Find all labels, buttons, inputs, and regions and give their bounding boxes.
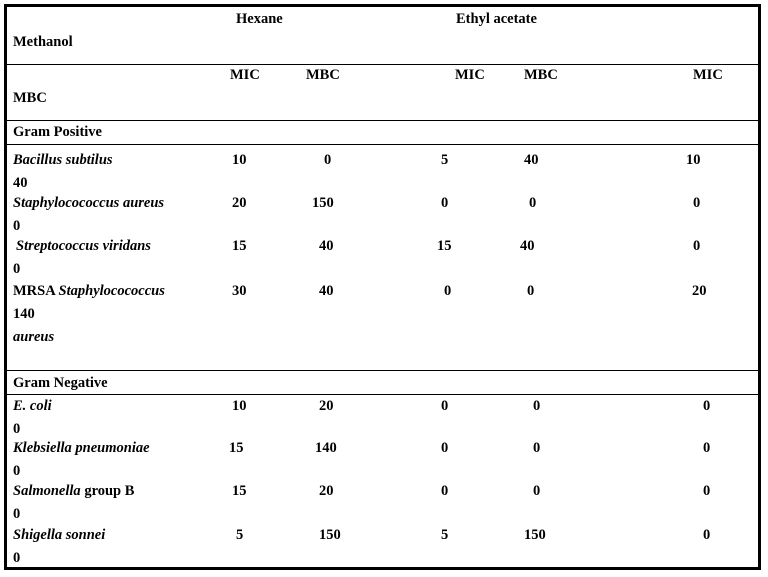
me-mbc-value: 0 bbox=[13, 463, 21, 479]
hexane-mbc-value: 150 bbox=[312, 195, 334, 211]
ea-mic-value: 0 bbox=[444, 283, 452, 299]
section-gram-negative: Gram Negative bbox=[13, 375, 108, 391]
hexane-mic-value: 20 bbox=[232, 195, 247, 211]
me-mic-value: 20 bbox=[692, 283, 707, 299]
organism-name: Salmonella group B bbox=[13, 483, 135, 499]
me-mbc-value: 0 bbox=[13, 421, 21, 437]
me-mbc-value: 0 bbox=[13, 218, 21, 234]
ea-mic-value: 0 bbox=[441, 483, 449, 499]
ea-mbc-value: 40 bbox=[524, 152, 539, 168]
ea-mbc-value: 0 bbox=[533, 483, 541, 499]
header-hexane-mbc: MBC bbox=[306, 67, 340, 83]
hexane-mbc-value: 0 bbox=[324, 152, 332, 168]
organism-name: Klebsiella pneumoniae bbox=[13, 440, 150, 456]
ea-mbc-value: 0 bbox=[533, 398, 541, 414]
ea-mbc-value: 0 bbox=[527, 283, 535, 299]
header-ea-mbc: MBC bbox=[524, 67, 558, 83]
hexane-mbc-value: 40 bbox=[319, 238, 334, 254]
ea-mic-value: 5 bbox=[441, 152, 449, 168]
hexane-mic-value: 10 bbox=[232, 398, 247, 414]
ea-mbc-value: 0 bbox=[533, 440, 541, 456]
organism-name: E. coli bbox=[13, 398, 52, 414]
me-mic-value: 0 bbox=[703, 398, 711, 414]
ea-mic-value: 0 bbox=[441, 195, 449, 211]
ea-mic-value: 5 bbox=[441, 527, 449, 543]
divider bbox=[7, 370, 758, 371]
ea-mbc-value: 150 bbox=[524, 527, 546, 543]
organism-name-continued: aureus bbox=[13, 329, 55, 345]
me-mic-value: 10 bbox=[686, 152, 701, 168]
hexane-mbc-value: 140 bbox=[315, 440, 337, 456]
me-mbc-value: 140 bbox=[13, 306, 35, 322]
organism-name: Shigella sonnei bbox=[13, 527, 106, 543]
hexane-mic-value: 5 bbox=[236, 527, 244, 543]
ea-mic-value: 15 bbox=[437, 238, 452, 254]
header-ea-mic: MIC bbox=[455, 67, 485, 83]
hexane-mic-value: 30 bbox=[232, 283, 247, 299]
me-mbc-value: 0 bbox=[13, 261, 21, 277]
header-hexane-mic: MIC bbox=[230, 67, 260, 83]
hexane-mic-value: 15 bbox=[232, 483, 247, 499]
organism-name: MRSA Staphylocococcus bbox=[13, 283, 165, 299]
ea-mbc-value: 0 bbox=[529, 195, 537, 211]
me-mbc-value: 0 bbox=[13, 550, 21, 566]
me-mbc-value: 0 bbox=[13, 506, 21, 522]
organism-name: Streptococcus viridans bbox=[16, 238, 151, 254]
header-hexane: Hexane bbox=[236, 11, 283, 27]
hexane-mic-value: 15 bbox=[229, 440, 244, 456]
header-me-mbc: MBC bbox=[13, 90, 47, 106]
ea-mic-value: 0 bbox=[441, 440, 449, 456]
divider bbox=[7, 64, 758, 65]
header-me-mic: MIC bbox=[693, 67, 723, 83]
me-mbc-value: 40 bbox=[13, 175, 28, 191]
me-mic-value: 0 bbox=[703, 527, 711, 543]
hexane-mbc-value: 150 bbox=[319, 527, 341, 543]
me-mic-value: 0 bbox=[693, 238, 701, 254]
hexane-mbc-value: 20 bbox=[319, 398, 334, 414]
hexane-mic-value: 15 bbox=[232, 238, 247, 254]
organism-name: Bacillus subtilus bbox=[13, 152, 113, 168]
me-mic-value: 0 bbox=[693, 195, 701, 211]
divider bbox=[7, 394, 758, 395]
divider bbox=[7, 144, 758, 145]
hexane-mic-value: 10 bbox=[232, 152, 247, 168]
hexane-mbc-value: 20 bbox=[319, 483, 334, 499]
me-mic-value: 0 bbox=[703, 440, 711, 456]
header-methanol: Methanol bbox=[13, 34, 73, 50]
divider bbox=[7, 120, 758, 121]
ea-mbc-value: 40 bbox=[520, 238, 535, 254]
ea-mic-value: 0 bbox=[441, 398, 449, 414]
header-ethyl-acetate: Ethyl acetate bbox=[456, 11, 537, 27]
organism-name: Staphylocococcus aureus bbox=[13, 195, 165, 211]
section-gram-positive: Gram Positive bbox=[13, 124, 102, 140]
hexane-mbc-value: 40 bbox=[319, 283, 334, 299]
me-mic-value: 0 bbox=[703, 483, 711, 499]
